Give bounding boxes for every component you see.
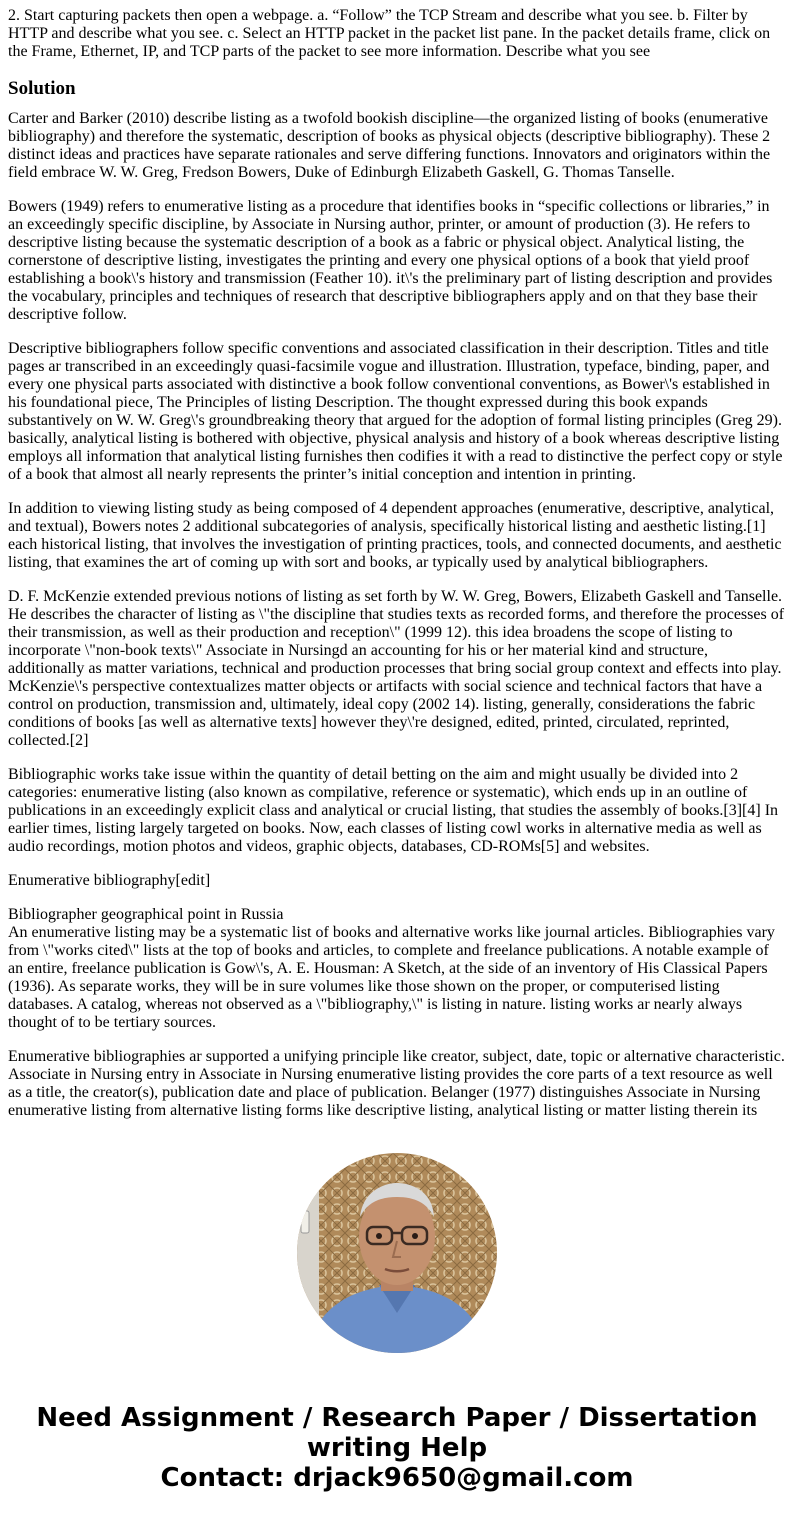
paragraph: An enumerative listing may be a systematic list of books and alternative works like journal articles. Bibliographies vary from \"works cited\" lists at the top of books and articles, to complete and freelance publications. A notable example of an entire, freelance publication is Gow\'s, A. E. Housman: A Sketch, at the side of an inventory of His Classical Papers (1936). As separate works, they will be in sure volumes like those shown on the proper, or computerised listing databases. A catalog, whereas not observed as a \"bibliography,\" is listing in nature. listing works ar nearly always thought of to be tertiary sources. <box>8 924 775 1031</box>
paragraph: Bibliographic works take issue within the quantity of detail betting on the aim and might usually be divided into 2 categories: enumerative listing (also known as compilative, reference or systematic), which ends up in an outline of publications in an exceedingly explicit class and analytical or crucial listing, that studies the assembly of books.[3][4] In earlier times, listing largely targeted on books. Now, each classes of listing cowl works in alternative media as well as audio recordings, motion photos and videos, graphic objects, databases, CD-ROMs[5] and websites. <box>8 766 779 855</box>
promo-line: writing Help <box>306 1433 488 1463</box>
author-avatar <box>297 1153 497 1353</box>
caption-block <box>8 906 786 1032</box>
paragraph: In addition to viewing listing study as being composed of 4 dependent approaches (enumerative, descriptive, analytical, and textual), Bowers notes 2 additional subcategories of analysis, specifically historical listing and aesthetic listing.[1] each historical listing, that involves the investigation of printing practices, tools, and connected documents, and aesthetic listing, that examines the art of coming up with sort and books, ar typically used by analytical bibliographers. <box>8 500 782 571</box>
paragraph: Carter and Barker (2010) describe listing as a twofold bookish discipline—the organized listing of books (enumerative bibliography) and therefore the systematic, description of books as physical objects (descriptive bibliography). These 2 distinct ideas and practices have separate rationales and serve differing functions. Innovators and originators within the field embrace W. W. Greg, Fredson Bowers, Duke of Edinburgh Elizabeth Gaskell, G. Thomas Tanselle. <box>8 110 771 181</box>
article-content <box>8 7 786 1125</box>
image-caption: Bibliographer geographical point in Russia <box>8 906 284 923</box>
section-heading-enumerative: Enumerative bibliography[edit] <box>8 872 211 889</box>
paragraph: Descriptive bibliographers follow specific conventions and associated classification in their description. Titles and title pages ar transcribed in an exceedingly quasi-facsimile vogue and illustration. Illustration, typeface, binding, paper, and every one physical parts associated with distinctive a book follow conventional conventions, as Bower\'s established in his foundational piece, The Principles of listing Description. The thought expressed during this book expands substantively on W. W. Greg\'s groundbreaking theory that argued for the adoption of formal listing principles (Greg 29). basically, analytical listing is bothered with objective, physical analysis and history of a book whereas descriptive listing employs all information that analytical listing furnishes then codifies it with a read to distinctive the perfect copy or style of a book that almost all nearly represents the printer’s initial conception and intention in printing. <box>8 340 783 483</box>
promo-banner <box>0 1403 794 1493</box>
paragraph-truncated: Enumerative bibliographies ar supported a unifying principle like creator, subject, date, topic or alternative characteristic. Associate in Nursing entry in Associate in Nursing enumerative listing provides the core parts of a text resource as well as a title, the creator(s), publication date and place of publication. Belanger (1977) distinguishes Associate in Nursing enumerative listing from alternative listing forms like descriptive listing, analytical listing or matter listing therein its <box>8 1048 785 1119</box>
question-text: 2. Start capturing packets then open a webpage. a. “Follow” the TCP Stream and describe what you see. b. Filter by HTTP and describe what you see. c. Select an HTTP packet in the packet list pane. In the packet details frame, click on the Frame, Ethernet, IP, and TCP parts of the packet to see more information. Describe what you see <box>8 7 771 60</box>
promo-contact: Contact: drjack9650@gmail.com <box>160 1463 634 1493</box>
paragraph: Bowers (1949) refers to enumerative listing as a procedure that identifies books in “specific collections or libraries,” in an exceedingly specific discipline, by Associate in Nursing author, printer, or amount of production (3). He refers to descriptive listing because the systematic description of a book as a fabric or physical object. Analytical listing, the cornerstone of descriptive listing, investigates the printing and every one physical options of a book that yield proof establishing a book\'s history and transmission (Feather 10). it\'s the preliminary part of listing description and provides the vocabulary, principles and techniques of research that descriptive bibliographers apply and on that they base their descriptive follow. <box>8 198 773 323</box>
paragraph: D. F. McKenzie extended previous notions of listing as set forth by W. W. Greg, Bowers, Elizabeth Gaskell and Tanselle. He describes the character of listing as \"the discipline that studies texts as recorded forms, and therefore the processes of their transmission, as well as their production and reception\" (1999 12). this idea broadens the scope of listing to incorporate \"non-book texts\" Associate in Nursingd an accounting for his or her material kind and structure, additionally as matter variations, technical and production processes that bring social group context and effects into play. McKenzie\'s perspective contextualizes matter objects or artifacts with social science and technical factors that have a control on production, transmission and, ultimately, ideal copy (2002 14). listing, generally, considerations the fabric conditions of books [as well as alternative texts] however they\'re designed, edited, printed, circulated, reprinted, collected.[2] <box>8 588 785 749</box>
promo-line: Need Assignment / Research Paper / Dissertation <box>36 1403 758 1433</box>
solution-heading: Solution <box>8 78 76 99</box>
